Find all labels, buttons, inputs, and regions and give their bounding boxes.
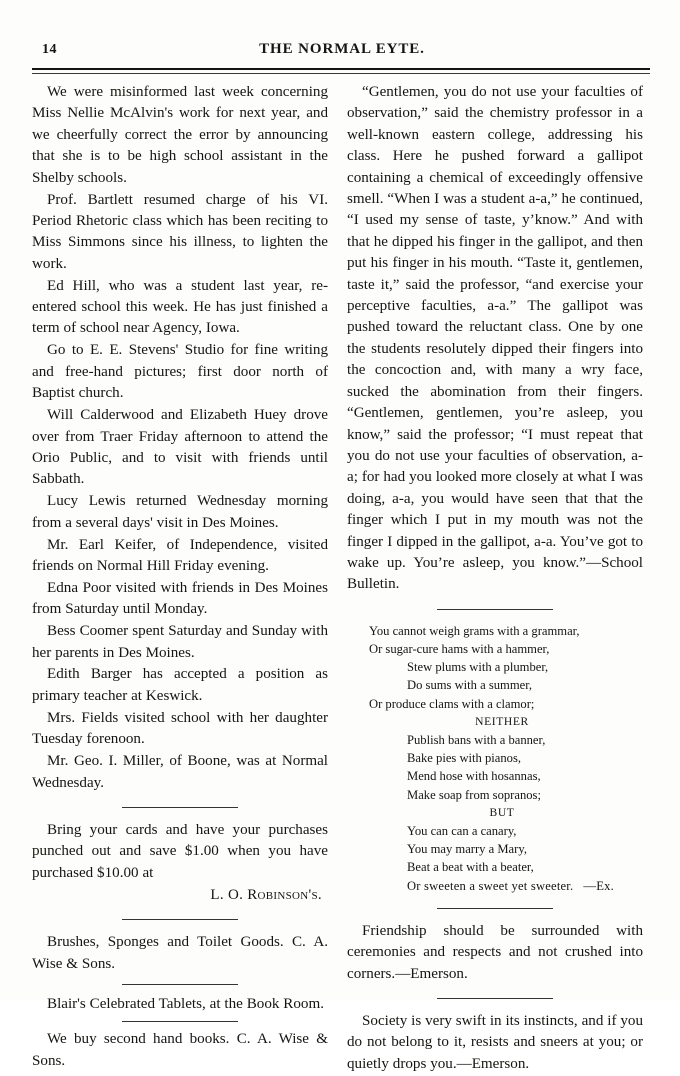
poem-line: You cannot weigh grams with a grammar, (369, 623, 580, 638)
section-divider (437, 908, 553, 909)
poem-line: Publish bans with a banner, (407, 732, 546, 747)
news-item: Ed Hill, who was a student last year, re-entered school this week. He has just finished a term of school near Agency, Iowa. (32, 277, 328, 337)
news-item: Mr. Earl Keifer, of Independence, visited friends on Normal Hill Friday evening. (32, 536, 328, 574)
news-item: Mr. Geo. I. Miller, of Boone, was at Normal Wednesday. (32, 753, 328, 791)
advertisement: We buy second hand books. C. A. Wise & Sons. (32, 1031, 328, 1069)
advertisement: Brushes, Sponges and Toilet Goods. C. A. Wise & Sons. (32, 934, 328, 972)
poem-line: Bake pies with pianos, (407, 751, 522, 766)
poem (347, 622, 643, 895)
poem-line: You can can a canary, (407, 823, 517, 838)
poem-line: Or sugar-cure hams with a hammer, (369, 641, 550, 656)
section-divider (122, 984, 238, 985)
news-item: Prof. Bartlett resumed charge of his VI. Period Rhetoric class which has been reciting to Miss Simmons since his illness, to lighten the work. (32, 191, 328, 272)
poem-line: Mend hose with hosannas, (407, 769, 541, 784)
news-item: We were misinformed last week concerning Miss Nellie McAlvin's work for next year, and we cheerfully correct the error by announcing that she is to be high school assistant in the Shelby schools. (32, 84, 328, 186)
anecdote-article: “Gentlemen, you do not use your faculties of observation,” said the chemistry professor in a well-known eastern college, addressing his class. Here he pushed forward a gallipot containing a chemical of exceedingly offensive smell. “When I was a student a-a,” he continued, “I used my sense of taste, y’know.” And with that he dipped his finger in the gallipot, and then put his finger in his mouth. “Taste it, gentlemen, taste it,” said the professor, “and exercise your perceptive faculties, a-a.” The gallipot was pushed toward the reluctant class. One by one the students resolutely dipped their fingers into the concoction and, with many a wry face, sucked the abomination from their fingers. “Gentlemen, gentlemen, you’re asleep, you know,” said the professor; “I must repeat that you do not use your faculties of observation, a-a; for had you looked more closely at what I was doing, a-a, you would have seen that that the finger which I put in my mouth was not the finger I dipped in the gallipot, a-a. You’ve got to wake up. You’re asleep, you know.”—School Bulletin. (347, 84, 643, 593)
news-item: Mrs. Fields visited school with her daughter Tuesday forenoon. (32, 709, 328, 748)
header-rule-thin (32, 73, 650, 74)
page-header (38, 42, 646, 64)
left-column (32, 82, 328, 1073)
news-item: Will Calderwood and Elizabeth Huey drove over from Traer Friday afternoon to attend the Orio Public, and to visit with friends until Sabbath. (32, 407, 328, 488)
poem-line-with-attribution: Or sweeten a sweet yet sweeter. —Ex. (407, 878, 614, 893)
section-divider (437, 998, 553, 999)
poem-stanza-marker: BUT (489, 805, 515, 819)
poem-line: You may marry a Mary, (407, 842, 527, 857)
section-divider (122, 919, 238, 920)
poem-line: Beat a beat with a beater, (407, 860, 534, 875)
page-number: 14 (42, 42, 57, 57)
header-rule-thick (32, 68, 650, 70)
advertisement: Blair's Celebrated Tablets, at the Book Room. (47, 995, 324, 1012)
poem-line: Do sums with a summer, (407, 678, 533, 693)
news-item: Bess Coomer spent Saturday and Sunday with her parents in Des Moines. (32, 623, 328, 661)
news-item: Go to E. E. Stevens' Studio for fine writing and free-hand pictures; first door north of Baptist church. (32, 342, 328, 402)
publication-title: THE NORMAL EYTE. (259, 41, 425, 57)
poem-line: Make soap from sopranos; (407, 787, 541, 802)
two-column-body (32, 82, 650, 1072)
advertisement: Bring your cards and have your purchases punched out and save $1.00 when you have purchased $10.00 at (32, 821, 328, 881)
poem-line: Or produce clams with a clamor; (369, 696, 535, 711)
news-item: Lucy Lewis returned Wednesday morning from a several days' visit in Des Moines. (32, 493, 328, 531)
right-column (347, 82, 643, 1076)
section-divider (122, 807, 238, 808)
quotation: Society is very swift in its instincts, and if you do not belong to it, resists and sneers at you; or quietly drops you.—Emerson. (347, 1013, 643, 1072)
news-item: Edna Poor visited with friends in Des Moines from Saturday until Monday. (32, 579, 328, 618)
poem-line: Stew plums with a plumber, (407, 660, 549, 675)
advertiser-signature: L. O. Robinson's. (210, 887, 322, 904)
poem-stanza-marker: NEITHER (475, 714, 529, 728)
quotation: Friendship should be surrounded with ceremonies and respects and not crushed into corners.—Emerson. (347, 922, 643, 982)
section-divider (122, 1021, 238, 1022)
news-item: Edith Barger has accepted a position as primary teacher at Keswick. (32, 666, 328, 704)
section-divider (437, 609, 553, 610)
